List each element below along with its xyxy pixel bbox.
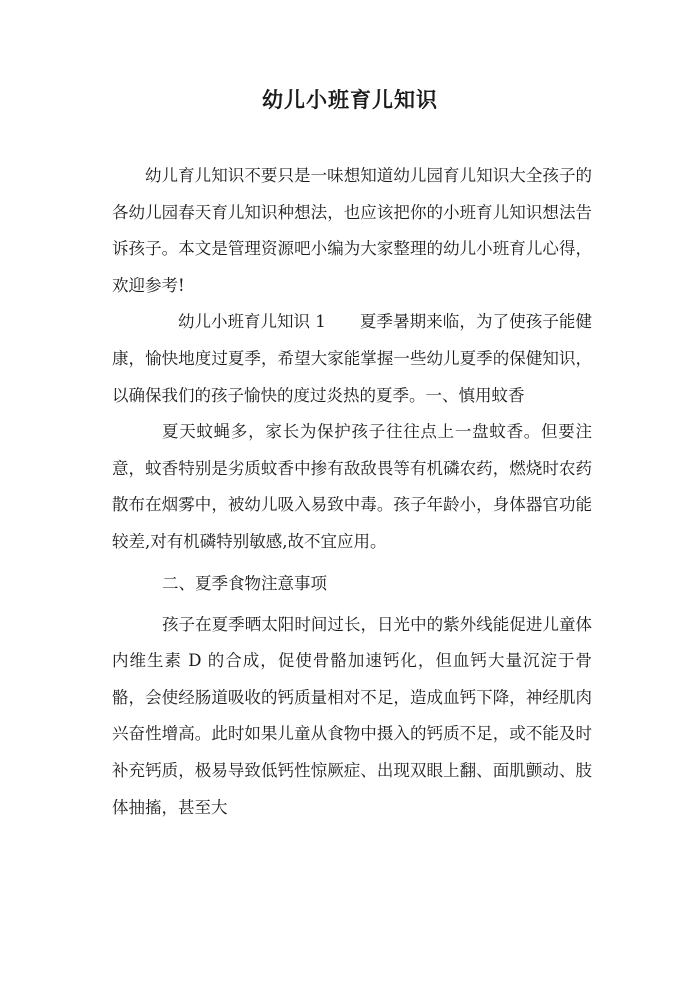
section1-paragraph bbox=[112, 304, 592, 414]
document-body bbox=[112, 158, 592, 826]
section1-label: 幼儿小班育儿知识 1 bbox=[178, 312, 326, 332]
sun-paragraph: 孩子在夏季晒太阳时间过长，日光中的紫外线能促进儿童体内维生素 D 的合成，促使骨骼加速钙化，但血钙大量沉淀于骨骼，会使经肠道吸收的钙质量相对不足，造成血钙下降，神经肌肉兴奋性增高。此时如果儿童从食物中摄入的钙质不足，或不能及时补充钙质，极易导致低钙性惊厥症、出现双眼上翻、面肌颤动、肢体抽搐，甚至大 bbox=[112, 614, 592, 817]
mosquito-paragraph: 夏天蚊蝇多，家长为保护孩子往往点上一盘蚊香。但要注意，蚊香特别是劣质蚊香中掺有敌敌畏等有机磷农药，燃烧时农药散布在烟雾中，被幼儿吸入易致中毒。孩子年龄小，身体器官功能较差,对有机磷特别敏感,故不宜应用。 bbox=[112, 422, 592, 551]
section1-text: 夏季暑期来临，为了使孩子能健康，愉快地度过夏季，希望大家能掌握一些幼儿夏季的保健知识，以确保我们的孩子愉快的度过炎热的夏季。一、慎用蚊香 bbox=[112, 312, 592, 405]
intro-paragraph: 幼儿育儿知识不要只是一味想知道幼儿园育儿知识大全孩子的各幼儿园春天育儿知识种想法，也应该把你的小班育儿知识想法告诉孩子。本文是管理资源吧小编为大家整理的幼儿小班育儿心得，欢迎参考! bbox=[112, 166, 592, 295]
section2-heading: 二、夏季食物注意事项 bbox=[162, 573, 327, 593]
document-title: 幼儿小班育儿知识 bbox=[262, 87, 438, 112]
